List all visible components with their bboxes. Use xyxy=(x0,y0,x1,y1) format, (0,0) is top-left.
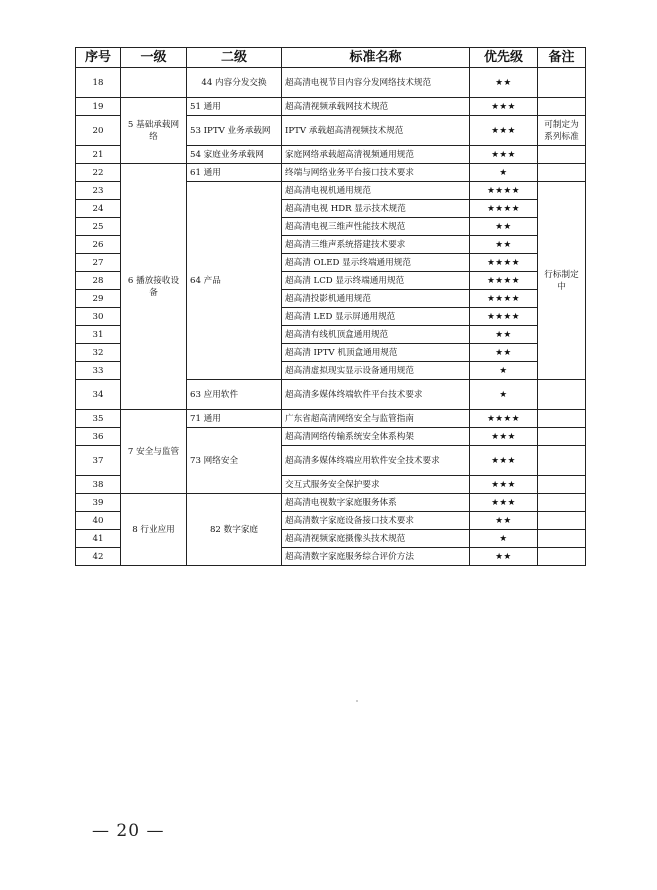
level2-cell: 61 通用 xyxy=(187,164,282,182)
level2-cell: 64 产品 xyxy=(187,182,282,380)
priority-stars: ★ xyxy=(470,380,538,410)
note-cell-empty xyxy=(538,146,586,164)
standard-name: 超高清电视机通用规范 xyxy=(282,182,470,200)
seq-cell: 37 xyxy=(76,446,121,476)
standard-name: 超高清有线机顶盒通用规范 xyxy=(282,326,470,344)
seq-cell: 36 xyxy=(76,428,121,446)
priority-stars: ★ xyxy=(470,530,538,548)
standard-name: 终端与网络业务平台接口技术要求 xyxy=(282,164,470,182)
note-cell-empty xyxy=(538,494,586,512)
level1-cell: 8 行业应用 xyxy=(121,494,187,566)
note-cell-empty xyxy=(538,164,586,182)
header-name: 标准名称 xyxy=(282,48,470,68)
standard-name: 超高清 LED 显示屏通用规范 xyxy=(282,308,470,326)
standard-name: 超高清 OLED 显示终端通用规范 xyxy=(282,254,470,272)
header-level1: 一级 xyxy=(121,48,187,68)
seq-cell: 40 xyxy=(76,512,121,530)
priority-stars: ★ xyxy=(470,362,538,380)
note-cell-empty xyxy=(538,476,586,494)
table-row xyxy=(76,68,586,98)
seq-cell: 28 xyxy=(76,272,121,290)
level2-cell: 54 家庭业务承载网 xyxy=(187,146,282,164)
table-row xyxy=(76,410,586,428)
priority-stars: ★★★ xyxy=(470,446,538,476)
priority-stars: ★★★★ xyxy=(470,308,538,326)
seq-cell: 19 xyxy=(76,98,121,116)
note-cell: 可制定为系列标准 xyxy=(538,116,586,146)
table-header-row xyxy=(76,48,586,68)
standard-name: 超高清网络传输系统安全体系构架 xyxy=(282,428,470,446)
seq-cell: 33 xyxy=(76,362,121,380)
seq-cell: 26 xyxy=(76,236,121,254)
level1-cell-empty xyxy=(121,68,187,98)
seq-cell: 29 xyxy=(76,290,121,308)
table-row xyxy=(76,98,586,116)
table-row xyxy=(76,164,586,182)
note-cell-empty xyxy=(538,512,586,530)
priority-stars: ★★★★ xyxy=(470,272,538,290)
seq-cell: 18 xyxy=(76,68,121,98)
level2-cell: 53 IPTV 业务承载网 xyxy=(187,116,282,146)
standard-name: 超高清多媒体终端软件平台技术要求 xyxy=(282,380,470,410)
priority-stars: ★★ xyxy=(470,326,538,344)
seq-cell: 23 xyxy=(76,182,121,200)
standard-name: 超高清电视节目内容分发网络技术规范 xyxy=(282,68,470,98)
standard-name: 超高清电视 HDR 显示技术规范 xyxy=(282,200,470,218)
note-cell-empty xyxy=(538,530,586,548)
priority-stars: ★★ xyxy=(470,344,538,362)
level1-cell: 7 安全与监管 xyxy=(121,410,187,494)
standard-name: IPTV 承载超高清视频技术规范 xyxy=(282,116,470,146)
priority-stars: ★★ xyxy=(470,512,538,530)
standard-name: 超高清电视数字家庭服务体系 xyxy=(282,494,470,512)
standard-name: 超高清 IPTV 机顶盒通用规范 xyxy=(282,344,470,362)
priority-stars: ★★★ xyxy=(470,146,538,164)
priority-stars: ★★★★ xyxy=(470,290,538,308)
priority-stars: ★★★ xyxy=(470,428,538,446)
level2-cell: 51 通用 xyxy=(187,98,282,116)
priority-stars: ★★ xyxy=(470,236,538,254)
standard-name: 超高清视频承载网技术规范 xyxy=(282,98,470,116)
priority-stars: ★★★★ xyxy=(470,254,538,272)
standard-name: 超高清电视三维声性能技术规范 xyxy=(282,218,470,236)
seq-cell: 31 xyxy=(76,326,121,344)
header-priority: 优先级 xyxy=(470,48,538,68)
seq-cell: 24 xyxy=(76,200,121,218)
note-cell-empty xyxy=(538,68,586,98)
standard-name: 家庭网络承载超高清视频通用规范 xyxy=(282,146,470,164)
standard-name: 超高清投影机通用规范 xyxy=(282,290,470,308)
level1-cell: 5 基础承载网络 xyxy=(121,98,187,164)
level2-cell: 63 应用软件 xyxy=(187,380,282,410)
note-cell-empty xyxy=(538,380,586,410)
standard-name: 超高清 LCD 显示终端通用规范 xyxy=(282,272,470,290)
standard-name: 超高清视频家庭摄像头技术规范 xyxy=(282,530,470,548)
standard-name: 超高清三维声系统搭建技术要求 xyxy=(282,236,470,254)
level2-cell: 73 网络安全 xyxy=(187,428,282,494)
header-seq: 序号 xyxy=(76,48,121,68)
standards-table xyxy=(75,47,586,566)
note-cell: 行标制定中 xyxy=(538,182,586,380)
priority-stars: ★★ xyxy=(470,218,538,236)
seq-cell: 35 xyxy=(76,410,121,428)
standard-name: 交互式服务安全保护要求 xyxy=(282,476,470,494)
priority-stars: ★★★ xyxy=(470,494,538,512)
header-level2: 二级 xyxy=(187,48,282,68)
note-cell-empty xyxy=(538,548,586,566)
note-cell-empty xyxy=(538,446,586,476)
standard-name: 广东省超高清网络安全与监管指南 xyxy=(282,410,470,428)
note-cell-empty xyxy=(538,410,586,428)
seq-cell: 34 xyxy=(76,380,121,410)
priority-stars: ★ xyxy=(470,164,538,182)
seq-cell: 32 xyxy=(76,344,121,362)
seq-cell: 38 xyxy=(76,476,121,494)
priority-stars: ★★★★ xyxy=(470,410,538,428)
level1-cell: 6 播放接收设备 xyxy=(121,164,187,410)
seq-cell: 20 xyxy=(76,116,121,146)
priority-stars: ★★★ xyxy=(470,98,538,116)
page-number: — 20 — xyxy=(92,821,165,841)
level2-cell: 44 内容分发交换 xyxy=(187,68,282,98)
priority-stars: ★★★ xyxy=(470,116,538,146)
seq-cell: 41 xyxy=(76,530,121,548)
scan-speck xyxy=(356,700,358,702)
seq-cell: 42 xyxy=(76,548,121,566)
priority-stars: ★★ xyxy=(470,548,538,566)
table-row xyxy=(76,494,586,512)
header-note: 备注 xyxy=(538,48,586,68)
standard-name: 超高清虚拟现实显示设备通用规范 xyxy=(282,362,470,380)
priority-stars: ★★★★ xyxy=(470,200,538,218)
priority-stars: ★★★★ xyxy=(470,182,538,200)
priority-stars: ★★ xyxy=(470,68,538,98)
level2-cell: 71 通用 xyxy=(187,410,282,428)
note-cell-empty xyxy=(538,428,586,446)
priority-stars: ★★★ xyxy=(470,476,538,494)
seq-cell: 39 xyxy=(76,494,121,512)
standard-name: 超高清数字家庭服务综合评价方法 xyxy=(282,548,470,566)
standard-name: 超高清多媒体终端应用软件安全技术要求 xyxy=(282,446,470,476)
level2-cell: 82 数字家庭 xyxy=(187,494,282,566)
seq-cell: 30 xyxy=(76,308,121,326)
seq-cell: 27 xyxy=(76,254,121,272)
seq-cell: 25 xyxy=(76,218,121,236)
seq-cell: 21 xyxy=(76,146,121,164)
seq-cell: 22 xyxy=(76,164,121,182)
note-cell-empty xyxy=(538,98,586,116)
standard-name: 超高清数字家庭设备接口技术要求 xyxy=(282,512,470,530)
